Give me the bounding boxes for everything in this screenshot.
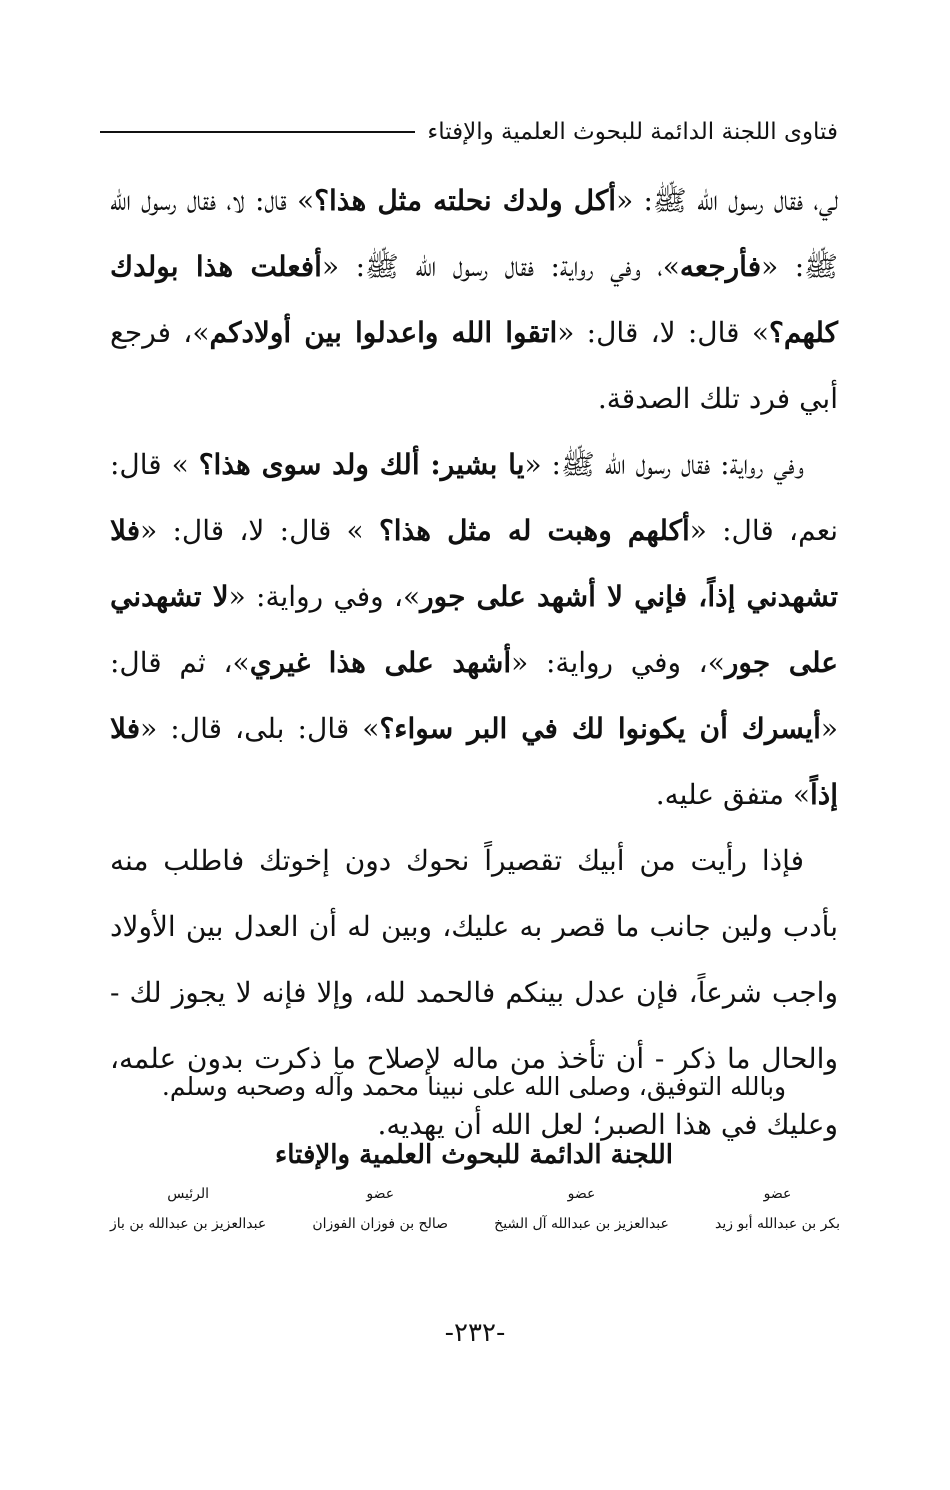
bold-segment: أيسرك أن يكونوا لك في البر سواء؟ xyxy=(379,712,821,745)
paragraph-hadith-1 xyxy=(110,168,838,432)
member-role: عضو xyxy=(763,1186,792,1202)
bold-segment: أكل ولدك نحلته مثل هذا؟ xyxy=(314,184,617,217)
text-segment: » قال: نعم، قال: « xyxy=(110,448,839,547)
page-number: -٢٣٢- xyxy=(444,1318,506,1348)
body-text xyxy=(110,168,838,1158)
bold-segment: اتقوا الله واعدلوا بين أولادكم xyxy=(209,316,558,349)
bold-segment: فلا تشهدني إذاً، فإني لا أشهد على جور xyxy=(110,514,838,613)
text-segment: »، وفي رواية: « xyxy=(511,646,725,679)
bold-segment: يا بشير: ألك ولد سوى هذا؟ xyxy=(198,448,525,481)
member-signature xyxy=(312,1186,448,1256)
bold-segment: أفعلت هذا بولدك كلهم؟ xyxy=(110,250,838,349)
paragraph-hadith-2 xyxy=(110,432,838,828)
text-segment: » قال: لا، قال: « xyxy=(140,514,379,547)
member-role: عضو xyxy=(567,1186,596,1202)
text-segment: » قال: لا، قال: « xyxy=(557,316,769,349)
member-role: عضو xyxy=(366,1186,395,1202)
member-signature xyxy=(110,1186,266,1256)
closing-line: وبالله التوفيق، وصلى الله على نبينا محمد وآله وصحبه وسلم. xyxy=(161,1072,787,1101)
bold-segment: أكلهم وهبت له مثل هذا؟ xyxy=(378,514,690,547)
text-segment: » قال: لا، فقال رسول الله ﷺ: « xyxy=(110,184,838,283)
header-rule xyxy=(100,131,415,133)
member-signature xyxy=(715,1186,840,1256)
text-segment: »، فرجع أبي فرد تلك الصدقة. xyxy=(110,316,838,415)
text-segment: فإذا رأيت من أبيك تقصيراً نحوك دون إخوتك فاطلب منه بأدب ولين جانب ما قصر به عليك، وبين له أن العدل بين الأولاد واجب شرعاً، فإن عدل بينكم فالحمد لله، وإلا فإنه لا يجوز لك - والحال ما ذكر - أن تأخذ من ماله لإصلاح ما ذكرت بدون علمه، وعليك في هذا الصبر؛ لعل الله أن يهديه. xyxy=(110,844,838,1141)
bold-segment: لا تشهدني على جور xyxy=(110,580,839,679)
committee-members xyxy=(110,1186,840,1256)
committee-name: اللجنة الدائمة للبحوث العلمية والإفتاء xyxy=(275,1140,673,1170)
bold-segment: أشهد على هذا غيري xyxy=(249,646,512,679)
member-name: صالح بن فوزان الفوزان xyxy=(312,1216,449,1232)
text-segment: »، وفي رواية: « xyxy=(228,580,421,613)
member-name: عبدالعزيز بن عبدالله آل الشيخ xyxy=(494,1216,669,1232)
text-segment: » قال: بلى، قال: « xyxy=(140,712,380,745)
member-name: بكر بن عبدالله أبو زيد xyxy=(715,1216,840,1232)
header-title: فتاوى اللجنة الدائمة للبحوث العلمية والإفتاء xyxy=(427,119,838,145)
text-segment: »، وفي رواية: فقال رسول الله ﷺ: « xyxy=(321,250,680,283)
paragraph-answer xyxy=(110,828,838,1158)
text-segment: » متفق عليه. xyxy=(655,778,810,811)
bold-segment: فأرجعه xyxy=(679,250,762,283)
text-segment: لي، فقال رسول الله ﷺ: « xyxy=(616,184,838,217)
member-role: الرئيس xyxy=(167,1186,210,1202)
text-segment: »، ثم قال: « xyxy=(110,646,839,745)
running-header xyxy=(100,112,838,152)
bold-segment: فلا إذاً xyxy=(110,712,838,811)
text-segment: وفي رواية: فقال رسول الله ﷺ: « xyxy=(524,448,804,481)
member-name: عبدالعزيز بن عبدالله بن باز xyxy=(110,1216,267,1232)
member-signature xyxy=(494,1186,669,1256)
